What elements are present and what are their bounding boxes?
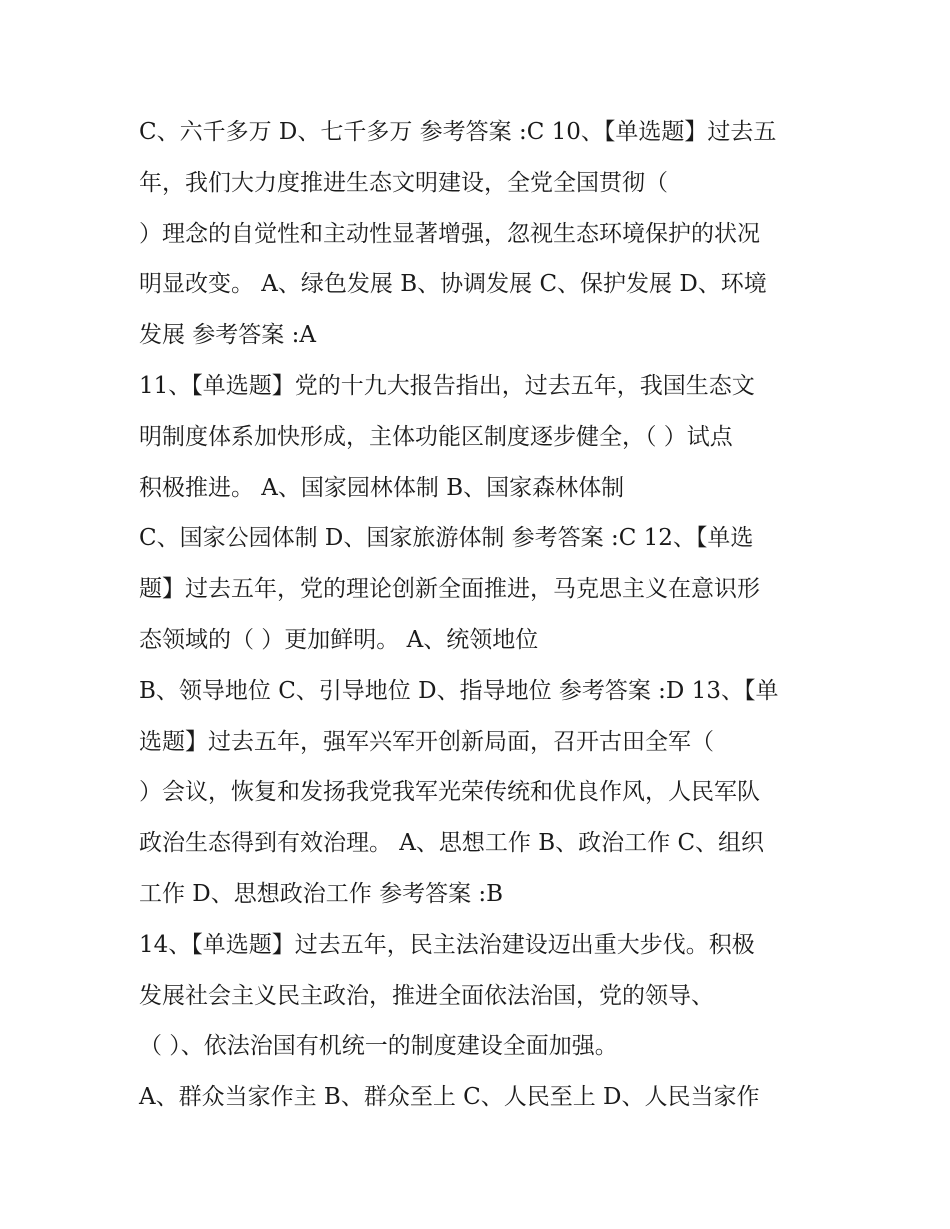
text-line: C、国家公园体制 D、国家旅游体制 参考答案 :C 12、【单选	[139, 525, 754, 552]
text-line: 明显改变。 A、绿色发展 B、协调发展 C、保护发展 D、环境	[139, 271, 767, 298]
text-line: 年，我们大力度推进生态文明建设，全党全国贯彻（	[139, 169, 668, 196]
text-line: 明制度体系加快形成，主体功能区制度逐步健全，（ ）试点	[139, 423, 733, 450]
text-line: 14、【单选题】过去五年，民主法治建设迈出重大步伐。积极	[139, 931, 755, 958]
text-line: （ ）、依法治国有机统一的制度建设全面加强。	[139, 1033, 618, 1060]
text-line: 11、【单选题】党的十九大报告指出，过去五年，我国生态文	[139, 372, 755, 399]
text-line: 发展社会主义民主政治，推进全面依法治国，党的领导、	[139, 982, 714, 1009]
text-line: 工作 D、思想政治工作 参考答案 :B	[139, 880, 504, 907]
text-line: C、六千多万 D、七千多万 参考答案 :C 10、【单选题】过去五	[139, 119, 777, 145]
text-line: 发展 参考答案 :A	[139, 322, 316, 349]
text-line: 题】过去五年，党的理论创新全面推进，马克思主义在意识形	[139, 576, 760, 603]
text-line: A、群众当家作主 B、群众至上 C、人民至上 D、人民当家作	[139, 1084, 760, 1111]
text-line: 政治生态得到有效治理。 A、思想工作 B、政治工作 C、组织	[139, 830, 765, 857]
text-line: ）会议，恢复和发扬我党我军光荣传统和优良作风，人民军队	[139, 779, 760, 806]
text-line: 积极推进。 A、国家园林体制 B、国家森林体制	[139, 474, 625, 501]
text-line: 选题】过去五年，强军兴军开创新局面，召开古田全军（	[139, 728, 714, 755]
text-line: ）理念的自觉性和主动性显著增强，忽视生态环境保护的状况	[139, 220, 760, 247]
question-text-block	[139, 107, 839, 1123]
text-line: 态领域的（ ）更加鲜明。 A、统领地位	[139, 626, 539, 653]
text-line: B、领导地位 C、引导地位 D、指导地位 参考答案 :D 13、【单	[139, 677, 779, 704]
